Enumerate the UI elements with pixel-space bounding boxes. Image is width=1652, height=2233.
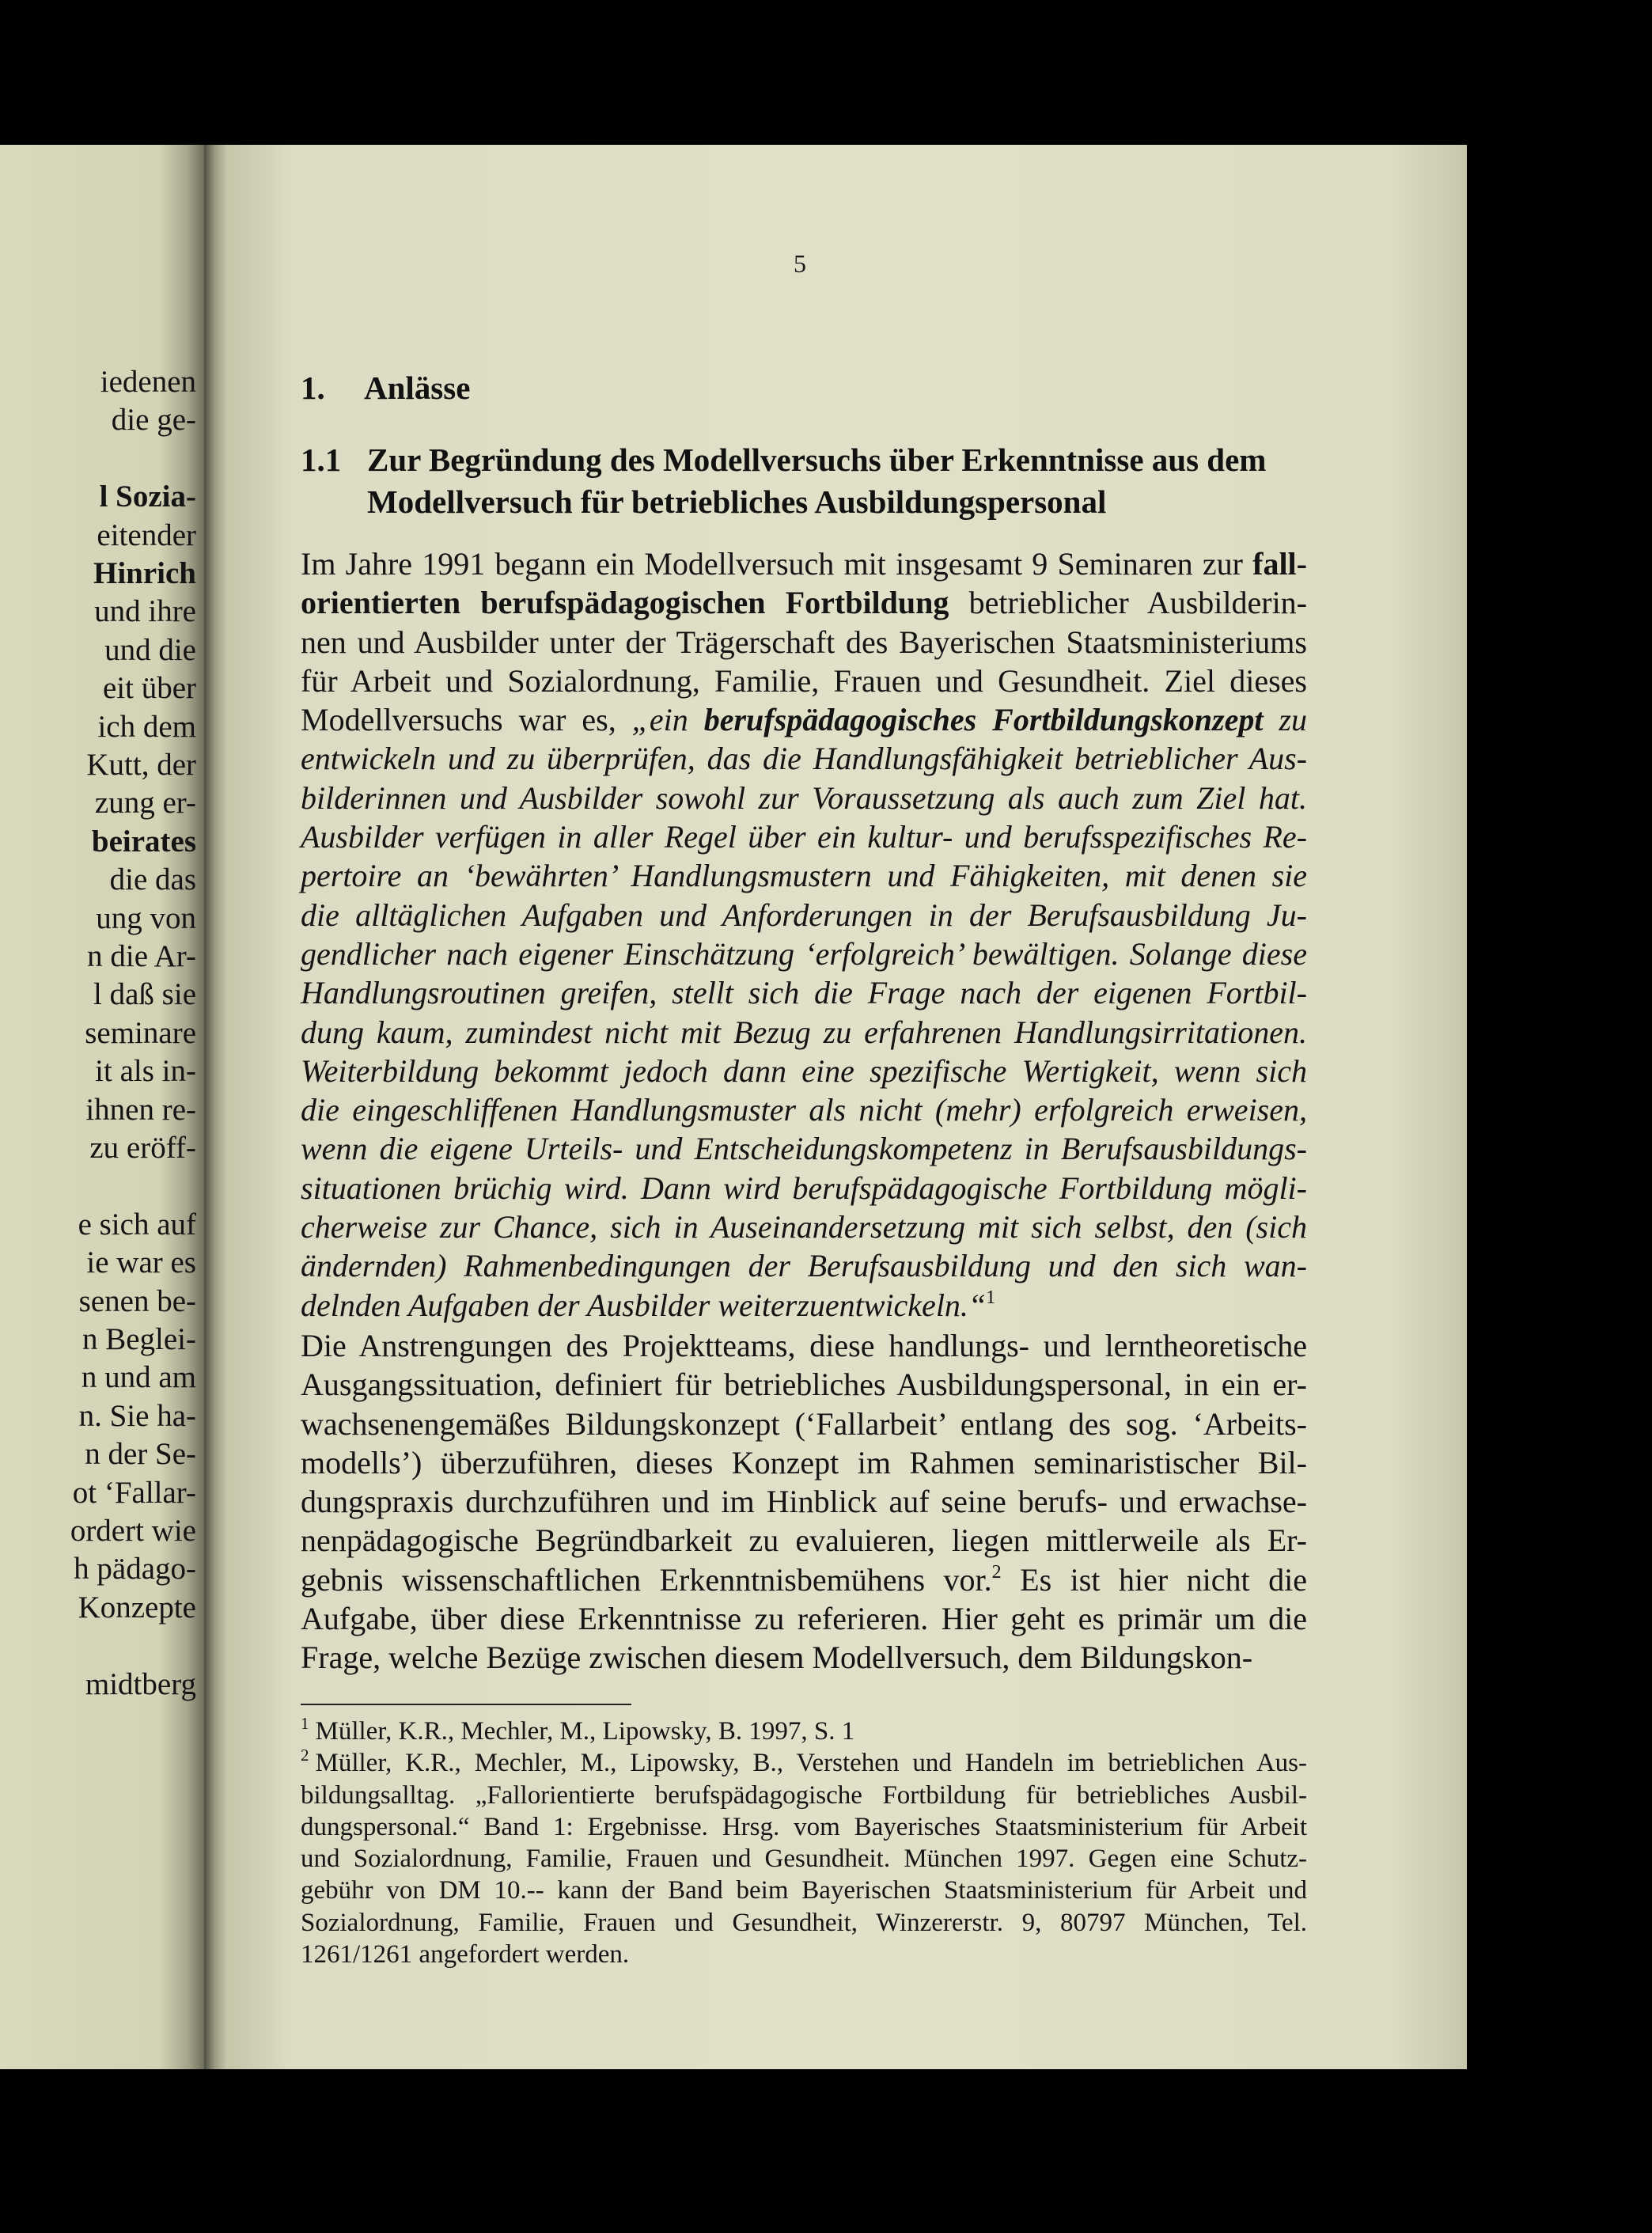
text-run: cherweise zur Chance, sich in Auseinandersetzung mit sich selbst, den (sich <box>301 1209 1307 1245</box>
text-run: nenpädagogische Begründbarkeit zu evaluieren, liegen mittlerweile als Er- <box>301 1522 1307 1559</box>
left-page-line: eitender <box>97 517 196 552</box>
text-run: pertoire an ‘bewährten’ Handlungsmustern und Fähigkeiten, mit denen sie <box>301 858 1307 894</box>
text-line <box>301 623 1307 662</box>
left-page-line: n und am <box>81 1360 196 1395</box>
chapter-heading <box>301 369 470 407</box>
footnote-reference: 2 <box>991 1561 1002 1583</box>
left-page-line: ot ‘Fallar- <box>72 1475 196 1510</box>
section-title-line: Zur Begründung des Modellversuchs über Erkenntnisse aus dem <box>367 442 1267 478</box>
footnote-text: Müller, K.R., Mechler, M., Lipowsky, B., Verstehen und Handeln im betrieblichen Aus- <box>315 1749 1307 1778</box>
left-page-line: senen be- <box>78 1283 196 1318</box>
text-line <box>301 779 1307 817</box>
text-run: Aufgabe, über diese Erkenntnisse zu referieren. Hier geht es primär um die <box>301 1601 1307 1637</box>
section-number: 1.1 <box>301 442 342 478</box>
left-page-line: n die Ar- <box>87 939 196 973</box>
text-run: bilderinnen und Ausbilder sowohl zur Voraussetzung als auch zum Ziel hat. <box>301 779 1307 816</box>
text-line <box>301 1052 1307 1090</box>
left-page-line: e sich auf <box>78 1207 196 1242</box>
text-run: „ein <box>631 702 704 738</box>
left-page-line: l daß sie <box>93 977 196 1012</box>
text-line <box>301 1405 1307 1443</box>
text-line <box>301 817 1307 856</box>
text-run: fall- <box>1252 546 1307 582</box>
text-run: Weiterbildung bekommt jedoch dann eine spezifische Wertigkeit, wenn sich <box>301 1052 1307 1089</box>
text-run: für Arbeit und Sozialordnung, Familie, Frauen und Gesundheit. Ziel dieses <box>301 662 1307 699</box>
text-line <box>301 896 1307 935</box>
left-page-line: seminare <box>85 1015 196 1050</box>
left-page-line: n der Se- <box>85 1437 196 1472</box>
text-run: delnden Aufgaben der Ausbilder weiterzuentwickeln.“ <box>301 1287 987 1323</box>
footnote-line <box>301 1843 1307 1875</box>
text-run: dungspraxis durchzuführen und im Hinblick auf seine berufs- und erwachse- <box>301 1484 1307 1520</box>
left-page-line: ich dem <box>97 709 196 744</box>
text-run: die alltäglichen Aufgaben und Anforderungen in der Berufsausbildung Ju- <box>301 897 1307 933</box>
footnote <box>301 1716 1307 1747</box>
left-page-line: l Sozia- <box>99 480 196 514</box>
left-page-line: Hinrich <box>93 556 196 590</box>
footnote-mark: 2 <box>301 1746 309 1765</box>
left-page-line: zu eröff- <box>89 1131 196 1165</box>
left-page-line: und die <box>104 632 196 667</box>
left-page-line: n. Sie ha- <box>78 1398 196 1433</box>
footnotes <box>301 1716 1307 1970</box>
left-page-line: n Beglei- <box>81 1322 196 1356</box>
left-page-line: iedenen <box>100 365 196 399</box>
left-page-line: ihnen re- <box>85 1092 196 1127</box>
text-run: zu <box>1263 702 1307 738</box>
footnote-text: bildungsalltag. „Fallorientierte berufspädagogische Fortbildung für betriebliches Ausbil- <box>301 1780 1307 1810</box>
footnote-line <box>301 1747 1307 1779</box>
text-line <box>301 1129 1307 1168</box>
footnote-line <box>301 1939 1307 1970</box>
left-page-line: zung er- <box>94 786 196 821</box>
text-run: ändernden) Rahmenbedingungen der Berufsausbildung und den sich wan- <box>301 1248 1307 1284</box>
text-run: Die Anstrengungen des Projektteams, diese handlungs- und lerntheoretische <box>301 1328 1307 1363</box>
left-page-line: die das <box>109 862 196 897</box>
footnote-text: Sozialordnung, Familie, Frauen und Gesundheit, Winzererstr. 9, 80797 München, Tel. <box>301 1908 1307 1937</box>
footnote-text: 1261/1261 angefordert werden. <box>301 1940 630 1970</box>
text-run: Es ist hier nicht die <box>1001 1561 1307 1598</box>
footnote-reference: 1 <box>986 1287 996 1308</box>
text-run: Im Jahre 1991 begann ein Modellversuch mit insgesamt 9 Seminaren zur <box>301 546 1253 582</box>
text-run: gendlicher nach eigener Einschätzung ‘erfolgreich’ bewältigen. Solange diese <box>301 935 1307 972</box>
text-line <box>301 583 1307 622</box>
section-title <box>367 439 1332 523</box>
text-line <box>301 1638 1307 1677</box>
book-gutter <box>204 145 228 2069</box>
left-page-line: midtberg <box>85 1666 196 1701</box>
footnote-line <box>301 1875 1307 1906</box>
left-page-line: Konzepte <box>78 1590 196 1625</box>
text-run: orientierten berufspädagogischen Fortbildung <box>301 585 949 621</box>
text-line <box>301 1207 1307 1246</box>
text-line <box>301 1521 1307 1560</box>
footnote-separator <box>301 1704 631 1705</box>
footnote <box>301 1747 1307 1970</box>
footnote-text: dungspersonal.“ Band 1: Ergebnisse. Hrsg. vom Bayerisches Staatsministerium für Arbeit <box>301 1812 1307 1841</box>
text-line <box>301 1169 1307 1207</box>
left-page-line: beirates <box>91 824 196 859</box>
text-line <box>301 1286 1307 1325</box>
left-page-line: it als in- <box>95 1054 196 1089</box>
text-run: betrieblicher Ausbilderin- <box>949 585 1307 621</box>
text-run: gebnis wissenschaftlichen Erkenntnisbemühens vor. <box>301 1561 992 1598</box>
footnote-line <box>301 1716 1307 1747</box>
text-line <box>301 1599 1307 1638</box>
left-page-line: eit über <box>102 671 196 706</box>
text-run: Ausgangssituation, definiert für betriebliches Ausbildungspersonal, in ein er- <box>301 1367 1307 1403</box>
text-line <box>301 1246 1307 1285</box>
text-line <box>301 1326 1307 1365</box>
text-run: dung kaum, zumindest nicht mit Bezug zu erfahrenen Handlungsirritationen. <box>301 1014 1307 1050</box>
left-page-line: und ihre <box>94 594 196 629</box>
text-run: berufspädagogisches Fortbildungskonzept <box>703 702 1264 738</box>
text-line <box>301 739 1307 778</box>
footnote-text: gebühr von DM 10.-- kann der Band beim Bayerischen Staatsministerium für Arbeit und <box>301 1876 1307 1905</box>
text-line <box>301 856 1307 895</box>
left-page-line: Kutt, der <box>86 748 196 782</box>
text-line <box>301 1013 1307 1052</box>
text-line <box>301 1365 1307 1404</box>
text-run: wenn die eigene Urteils- und Entscheidungskompetenz in Berufsausbildungs- <box>301 1131 1307 1167</box>
footnote-text: und Sozialordnung, Familie, Frauen und Gesundheit. München 1997. Gegen eine Schutz- <box>301 1844 1307 1874</box>
text-run: Ausbilder verfügen in aller Regel über ein kultur- und berufsspezifisches Re- <box>301 819 1307 855</box>
text-run: entwickeln und zu überprüfen, das die Handlungsfähigkeit betrieblicher Aus- <box>301 741 1307 777</box>
chapter-title: Anlässe <box>364 370 471 406</box>
footnote-line <box>301 1907 1307 1939</box>
left-page-line: ie war es <box>86 1245 196 1280</box>
text-run: Handlungsroutinen greifen, stellt sich die Frage nach der eigenen Fortbil- <box>301 975 1307 1011</box>
text-run: nen und Ausbilder unter der Trägerschaft des Bayerischen Staatsministeriums <box>301 624 1307 660</box>
page-number: 5 <box>794 249 806 278</box>
text-line <box>301 1090 1307 1129</box>
text-run: die eingeschliffenen Handlungsmuster als nicht (mehr) erfolgreich erweisen, <box>301 1092 1307 1128</box>
text-line <box>301 544 1307 583</box>
text-run: modells’) überzuführen, dieses Konzept im Rahmen seminaristischer Bil- <box>301 1444 1307 1480</box>
paragraph-efforts <box>301 1326 1307 1678</box>
text-line <box>301 1443 1307 1482</box>
footnote-mark: 1 <box>301 1714 309 1733</box>
footnote-line <box>301 1811 1307 1843</box>
chapter-number: 1. <box>301 370 325 406</box>
text-line <box>301 1482 1307 1521</box>
left-page <box>0 145 204 2069</box>
text-run: situationen brüchig wird. Dann wird berufspädagogische Fortbildung mögli- <box>301 1170 1307 1206</box>
left-page-line: die ge- <box>111 403 196 438</box>
text-run: wachsenengemäßes Bildungskonzept (‘Fallarbeit’ entlang des sog. ‘Arbeits- <box>301 1405 1307 1442</box>
text-line <box>301 1560 1307 1599</box>
left-page-line: h pädago- <box>74 1552 196 1587</box>
text-line <box>301 973 1307 1012</box>
text-run: Modellversuchs war es, <box>301 702 632 738</box>
section-title-line: Modellversuch für betriebliches Ausbildungspersonal <box>367 483 1107 520</box>
text-line <box>301 700 1307 739</box>
paragraph-intro <box>301 544 1307 1325</box>
text-line <box>301 935 1307 973</box>
text-line <box>301 662 1307 700</box>
footnote-text: Müller, K.R., Mechler, M., Lipowsky, B. 1997, S. 1 <box>315 1717 855 1746</box>
text-run: Frage, welche Bezüge zwischen diesem Modellversuch, dem Bildungskon- <box>301 1640 1253 1676</box>
footnote-line <box>301 1780 1307 1811</box>
left-page-line: ordert wie <box>70 1514 196 1548</box>
left-page-line: ung von <box>96 900 196 935</box>
